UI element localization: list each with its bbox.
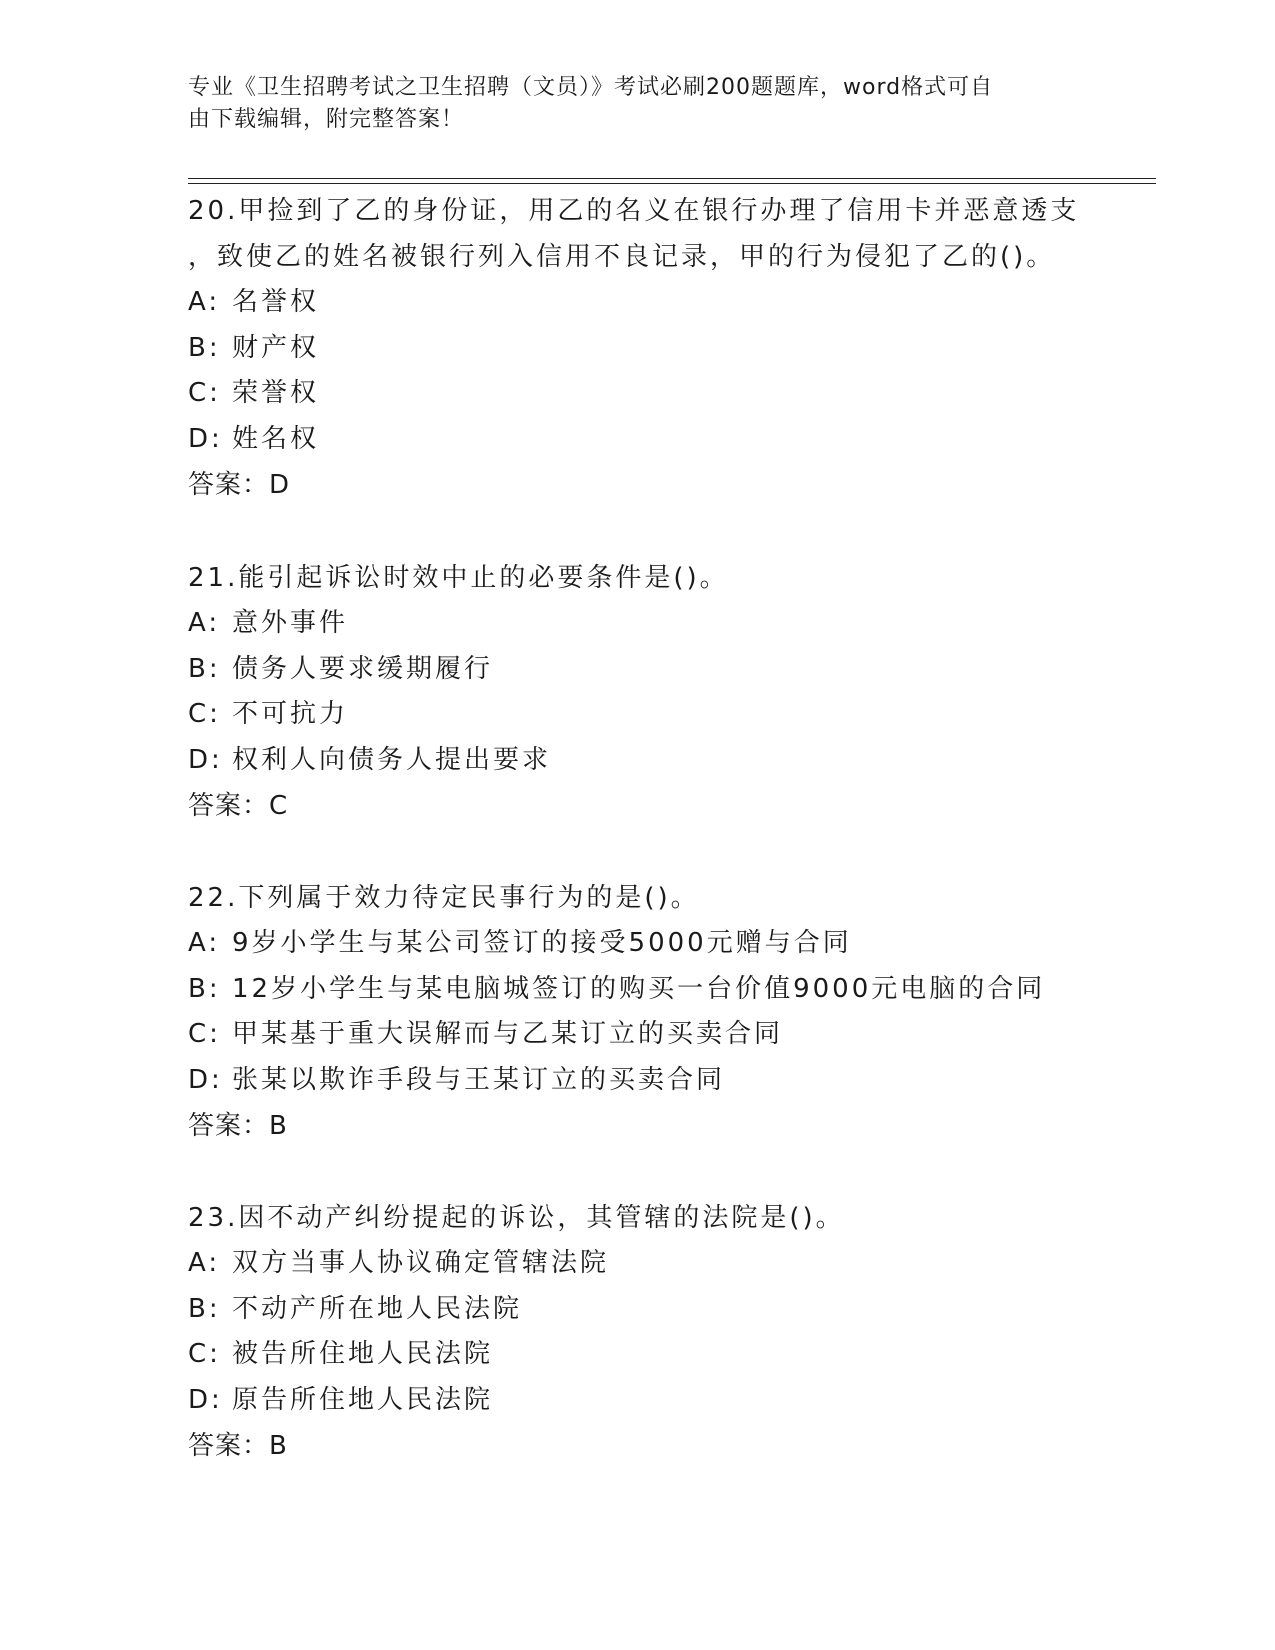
question-22 [188,875,1088,1149]
option-c [188,371,1088,417]
option-a [188,921,1088,967]
option-text: 意外事件 [232,608,349,638]
answer-line: 答案：D [188,470,291,500]
option-a [188,280,1088,326]
header-divider-bottom [188,183,1156,184]
option-d [188,738,1088,784]
option-key: A: [188,287,221,317]
option-text: 姓名权 [232,423,320,454]
option-b [188,1287,1088,1333]
option-key: D: [188,1064,223,1095]
option-d [188,1058,1088,1104]
option-key: B: [188,1293,221,1324]
option-key: C: [188,1339,221,1369]
option-text: 被告所住地人民法院 [232,1339,494,1369]
answer-line: 答案：B [188,1431,288,1461]
option-a [188,601,1088,647]
option-key: D: [188,744,223,775]
option-text: 权利人向债务人提出要求 [232,744,552,775]
option-text: 9岁小学生与某公司签订的接受5000元赠与合同 [232,928,852,958]
option-b [188,967,1088,1013]
header-divider-top [188,178,1156,179]
option-key: C: [188,378,221,408]
option-key: C: [188,699,221,729]
option-a [188,1241,1088,1287]
option-text: 甲某基于重大误解而与乙某订立的买卖合同 [232,1019,784,1049]
question-21 [188,555,1088,829]
option-key: B: [188,332,221,363]
question-20 [188,188,1088,508]
question-stem: 22.下列属于效力待定民事行为的是()。 [188,883,700,913]
option-text: 12岁小学生与某电脑城签订的购买一台价值9000元电脑的合同 [232,973,1046,1004]
option-d [188,1378,1088,1424]
option-c [188,692,1088,738]
option-text: 荣誉权 [232,378,320,408]
option-text: 财产权 [232,332,320,363]
option-text: 名誉权 [232,287,320,317]
question-stem: 21.能引起诉讼时效中止的必要条件是()。 [188,563,729,593]
question-stem-continued: ，致使乙的姓名被银行列入信用不良记录，甲的行为侵犯了乙的()。 [188,242,1056,272]
question-stem: 23.因不动产纠纷提起的诉讼，其管辖的法院是()。 [188,1203,845,1233]
option-text: 债务人要求缓期履行 [232,653,494,684]
option-text: 不动产所在地人民法院 [232,1293,523,1324]
option-text: 原告所住地人民法院 [232,1384,494,1415]
option-text: 双方当事人协议确定管辖法院 [232,1248,610,1278]
option-c [188,1332,1088,1378]
option-key: A: [188,1248,221,1278]
option-d [188,417,1088,463]
option-key: B: [188,653,221,684]
document-header [188,72,1068,136]
option-c [188,1012,1088,1058]
option-text: 张某以欺诈手段与王某订立的买卖合同 [232,1064,726,1095]
answer-line: 答案：B [188,1111,288,1141]
option-key: D: [188,423,223,454]
header-line-1: 专业《卫生招聘考试之卫生招聘（文员）》考试必刷200题题库，word格式可自 [188,75,994,100]
header-line-2: 由下载编辑，附完整答案！ [188,107,465,132]
answer-line: 答案：C [188,791,289,821]
option-key: A: [188,608,221,638]
option-text: 不可抗力 [232,699,349,729]
option-b [188,647,1088,693]
option-key: B: [188,973,221,1004]
option-key: C: [188,1019,221,1049]
option-b [188,326,1088,372]
option-key: D: [188,1384,223,1415]
question-stem: 20.甲捡到了乙的身份证，用乙的名义在银行办理了信用卡并恶意透支 [188,196,1080,226]
option-key: A: [188,928,221,958]
question-23 [188,1195,1088,1469]
